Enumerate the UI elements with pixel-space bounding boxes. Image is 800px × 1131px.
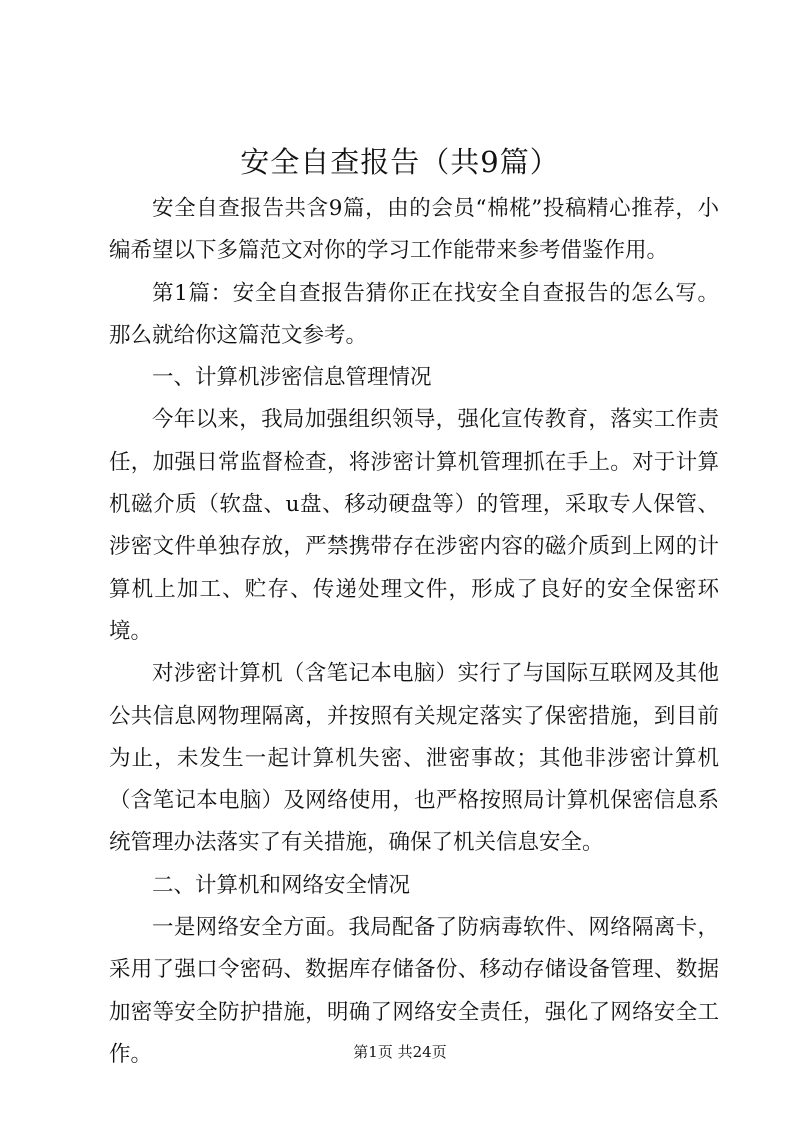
paragraph-chapter-1: 第1篇：安全自查报告猜你正在找安全自查报告的怎么写。那么就给你这篇范文参考。 [109,280,719,348]
paragraph-body-2: 对涉密计算机（含笔记本电脑）实行了与国际互联网及其他公共信息网物理隔离，并按照有关规定落实了保密措施，到目前为止，未发生一起计算机失密、泄密事故；其他非涉密计算机（含笔记本电脑）及网络使用，也严格按照局计算机保密信息系统管理办法落实了有关措施，确保了机关信息安全。 [109,661,719,856]
section-heading-1: 一、计算机涉密信息管理情况 [152,365,432,391]
section-heading-2: 二、计算机和网络安全情况 [152,872,411,898]
document-body [109,188,719,1076]
paragraph-body-1: 今年以来，我局加强组织领导，强化宣传教育，落实工作责任，加强日常监督检查，将涉密计算机管理抓在手上。对于计算机磁介质（软盘、u盘、移动硬盘等）的管理，采取专人保管、涉密文件单独存放，严禁携带存在涉密内容的磁介质到上网的计算机上加工、贮存、传递处理文件，形成了良好的安全保密环境。 [109,407,719,644]
document-title: 安全自查报告（共9篇） [240,145,560,179]
paragraph-body-3: 一是网络安全方面。我局配备了防病毒软件、网络隔离卡，采用了强口令密码、数据库存储备份、移动存储设备管理、数据加密等安全防护措施，明确了网络安全责任，强化了网络安全工作。 [109,915,719,1067]
paragraph-intro: 安全自查报告共含9篇，由的会员“棉椛”投稿精心推荐，小编希望以下多篇范文对你的学习工作能带来参考借鉴作用。 [109,196,719,264]
page-footer: 第1页 共24页 [353,1043,447,1061]
